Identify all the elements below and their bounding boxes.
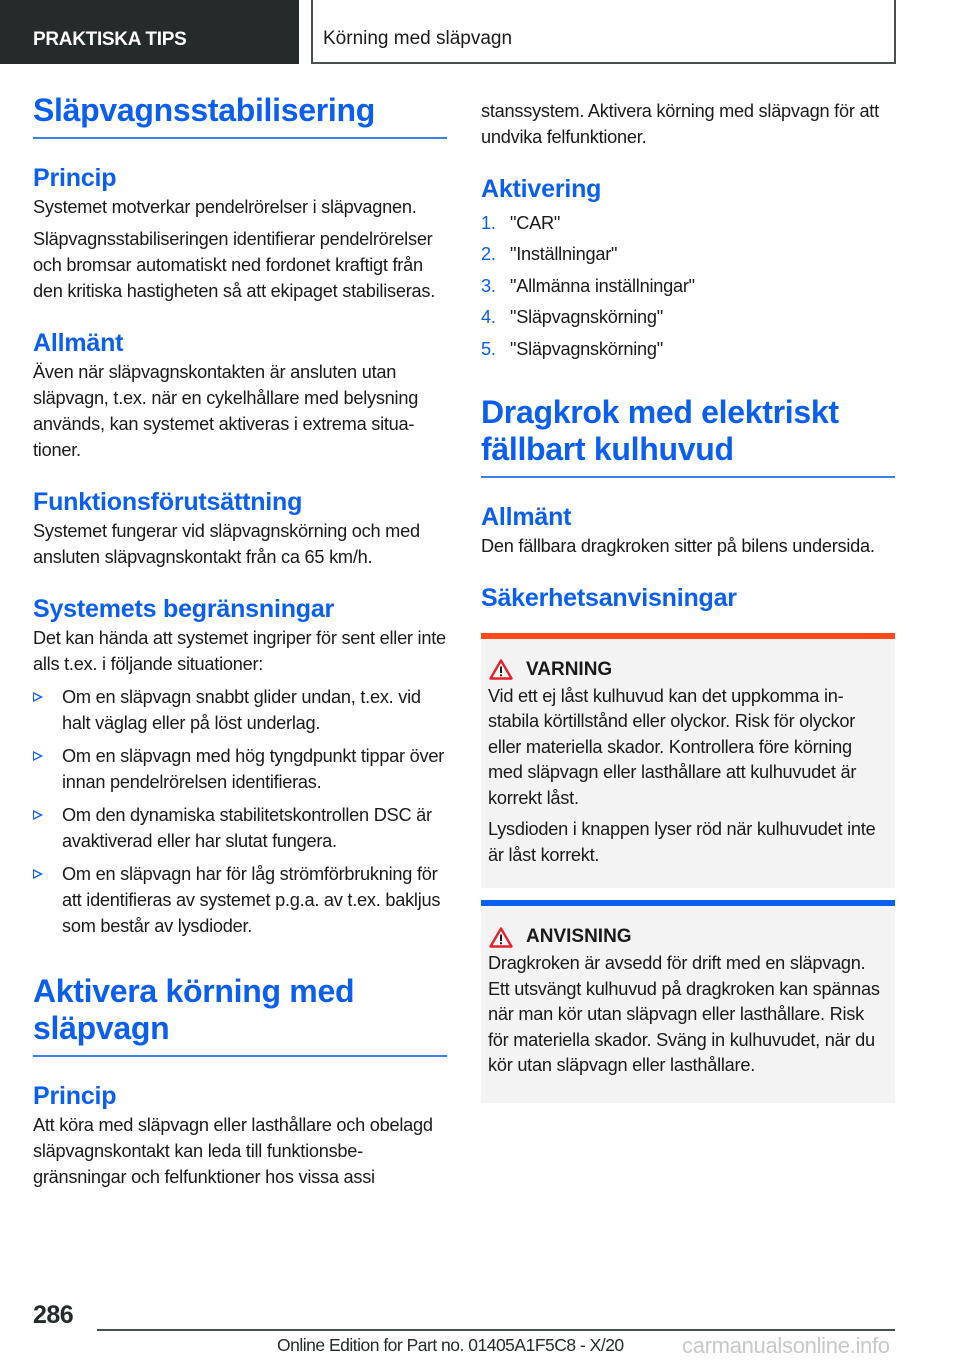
warning-text: Vid ett ej låst kulhuvud kan det uppkomma instabila körtillstånd eller olyckor. Risk för olyckor eller materiella skador. Kontrollera före körning med släpvagn eller lasthållare att kulhuvudet är korrekt låst. — [488, 685, 857, 808]
notice-title: ANVISNING — [488, 926, 888, 948]
section-title: PRAKTISKA TIPS — [33, 29, 187, 50]
subheading-principle: Princip — [33, 1082, 117, 1110]
warning-triangle-icon — [489, 659, 513, 680]
step-item: 1. "CAR" — [481, 212, 561, 233]
footer-divider — [97, 1329, 895, 1331]
triangle-bullet-icon — [33, 869, 43, 879]
step-item: 5. "Släpvagnskörning" — [481, 338, 663, 359]
page-number: 286 — [33, 1301, 74, 1329]
edition-label: Online Edition for Part no. 01405A1F5C8 - X/20 — [277, 1335, 624, 1355]
notice-text: Dragkroken är avsedd för drift med en släpvagn. Ett utsvängt kulhuvud på dragkroken kan spännas när man kör utan släpvagn eller lasthållare. Risk för materiella skador. Sväng in kulhuvudet, när du kör utan släpvagn eller lasthållare. — [488, 953, 880, 1075]
warning-text: Lysdioden i knappen lyser röd när kulhuvudet inte är låst korrekt. — [488, 819, 876, 865]
list-item: Om den dynamiska stabilitetskontrollen DSC är avaktiverad eller har slutat fungera. — [33, 802, 447, 854]
paragraph: Även när släpvagnskontakten är ansluten utan släpvagn, t.ex. när en cykelhållare med belysning används, kan systemet aktiveras i extrema situationer. — [33, 362, 419, 460]
triangle-bullet-icon — [33, 751, 43, 761]
step-item: 4. "Släpvagnskörning" — [481, 307, 663, 327]
triangle-bullet-icon — [33, 810, 43, 820]
triangle-bullet-icon — [33, 692, 43, 702]
subheading-limits: Systemets begränsningar — [33, 595, 335, 623]
list-item: Om en släpvagn har för låg strömförbrukning för att identifieras av systemet p.g.a. av t.ex. bakljus som består av lysdioder. — [33, 861, 447, 939]
subheading-principle: Princip — [33, 164, 117, 192]
warning-triangle-icon — [489, 927, 513, 948]
subheading-safety: Säkerhetsanvisningar — [481, 583, 737, 612]
subheading-activation: Aktivering — [481, 175, 602, 203]
list-item: Om en släpvagn med hög tyngdpunkt tippar över innan pendelrörelsen identifieras. — [33, 743, 447, 795]
right-column — [481, 98, 895, 1103]
warning-box — [481, 633, 895, 889]
step-item: 3. "Allmänna inställningar" — [481, 275, 695, 296]
paragraph: Att köra med släpvagn eller lasthållare och obelagd släpvagnskontakt kan leda till funktionsbegränsningar och felfunktioner hos vissa assi — [33, 1115, 433, 1187]
paragraph: Den fällbara dragkroken sitter på bilens undersida. — [481, 535, 875, 556]
paragraph: Släpvagnsstabiliseringen identifierar pendelrörelser och bromsar automatiskt ned fordonet kraftigt från den kritiska hastigheten så att ekipaget stabiliseras. — [33, 229, 436, 301]
paragraph: stanssystem. Aktivera körning med släpvagn för att undvika felfunktioner. — [481, 101, 879, 147]
subheading-general: Allmänt — [481, 502, 572, 531]
chapter-tab — [311, 0, 896, 64]
section-heading-tow-hitch: Dragkrok med elektriskt fällbart kulhuvud — [481, 394, 895, 478]
warning-title: VARNING — [488, 659, 888, 681]
subheading-general: Allmänt — [33, 329, 124, 357]
activation-steps — [481, 210, 895, 362]
limits-list — [33, 684, 447, 939]
list-item: Om en släpvagn snabbt glider undan, t.ex. vid halt väglag eller på löst underlag. — [33, 684, 447, 736]
left-column — [33, 92, 447, 1190]
chapter-title: Körning med släpvagn — [323, 28, 513, 49]
notice-box — [481, 900, 895, 1103]
section-heading-activate-trailer: Aktivera körning med släpvagn — [33, 973, 447, 1057]
section-heading-trailer-stabilization: Släpvagnsstabilisering — [33, 92, 447, 139]
paragraph: Systemet fungerar vid släpvagnskörning och med ansluten släpvagnskontakt från ca 65 km/h. — [33, 521, 420, 567]
watermark: carmanualsonline.info — [682, 1333, 890, 1358]
subheading-requirement: Funktionsförutsättning — [33, 488, 303, 516]
paragraph: Systemet motverkar pendelrörelser i släpvagnen. — [33, 197, 417, 217]
paragraph: Det kan hända att systemet ingriper för sent eller inte alls t.ex. i följande situationer: — [33, 628, 446, 674]
step-item: 2. "Inställningar" — [481, 244, 618, 264]
section-tab — [0, 0, 299, 64]
